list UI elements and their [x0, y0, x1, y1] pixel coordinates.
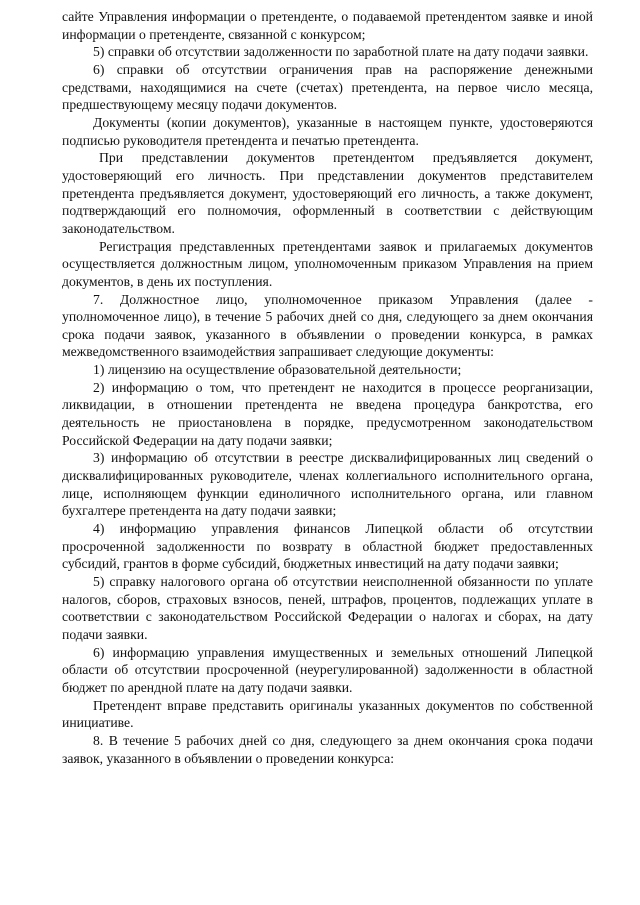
paragraph-section-8: 8. В течение 5 рабочих дней со дня, следующего за днем окончания срока подачи заявок, указанного в объявлении о проведении конкурса: — [62, 732, 593, 766]
paragraph-section-7: 7. Должностное лицо, уполномоченное приказом Управления (далее - уполномоченное лицо), в течение 5 рабочих дней со дня, следующего за днем окончания срока подачи заявок, указанного в объявлении о проведении конкурса, в рамках межведомственного взаимодействия запрашивает следующие документы: — [62, 291, 593, 360]
paragraph-identity-document: При представлении документов претендентом предъявляется документ, удостоверяющий его личность. При представлении документов представителем претендента предъявляется документ, удостоверяющий его личность, а также документ, подтверждающий его полномочия, оформленный в соответствии с действующим законодательством. — [62, 150, 593, 236]
paragraph-item-5-tax-certificate: 5) справку налогового органа об отсутствии неисполненной обязанности по уплате налогов, сборов, страховых взносов, пеней, штрафов, процентов, подлежащих уплате в соответствии с законодательством Российской Федерации о налогах и сборах, на дату подачи заявки. — [62, 574, 593, 642]
paragraph-item-4-finance-debt: 4) информацию управления финансов Липецкой области об отсутствии просроченной задолженности по возврату в областной бюджет предоставленных субсидий, грантов в форме субсидий, бюджетных инвестиций на дату подачи заявки; — [62, 521, 593, 572]
paragraph-item-6-property-debt: 6) информацию управления имущественных и земельных отношений Липецкой области об отсутствии просроченной (неурегулированной) задолженности в областной бюджет по арендной плате на дату подачи заявки. — [62, 644, 593, 695]
paragraph-item-6-account-restrictions: 6) справки об отсутствии ограничения прав на распоряжение денежными средствами, находящимися на счете (счетах) претендента, на первое число месяца, предшествующему месяцу подачи документов. — [62, 61, 593, 113]
paragraph-continuation: сайте Управления информации о претенденте, о подаваемой претендентом заявке и иной информации о претенденте, связанной с конкурсом; — [62, 9, 593, 42]
paragraph-item-1-license: 1) лицензию на осуществление образовательной деятельности; — [93, 362, 462, 378]
document-body — [62, 8, 593, 767]
paragraph-documents-certification: Документы (копии документов), указанные в настоящем пункте, удостоверяются подписью руководителя претендента и печатью претендента. — [62, 114, 593, 148]
paragraph-item-3-disqualified: 3) информацию об отсутствии в реестре дисквалифицированных лиц сведений о дисквалифицированных руководителе, членах коллегиального исполнительного органа, лице, исполняющем функции единоличного исполнительного органа, или главном бухгалтере претендента на дату подачи заявки; — [62, 450, 593, 519]
paragraph-item-2-reorganization: 2) информацию о том, что претендент не находится в процессе реорганизации, ликвидации, в отношении претендента не введена процедура банкротства, его деятельность не приостановлена в порядке, предусмотренном законодательством Российской Федерации на дату подачи заявки; — [62, 379, 593, 448]
paragraph-registration: Регистрация представленных претендентами заявок и прилагаемых документов осуществляется должностным лицом, уполномоченным приказом Управления на прием документов, в день их поступления. — [62, 238, 593, 289]
paragraph-item-5-salary-debt: 5) справки об отсутствии задолженности по заработной плате на дату подачи заявки. — [93, 44, 589, 60]
paragraph-originals: Претендент вправе представить оригиналы указанных документов по собственной инициативе. — [62, 697, 593, 731]
